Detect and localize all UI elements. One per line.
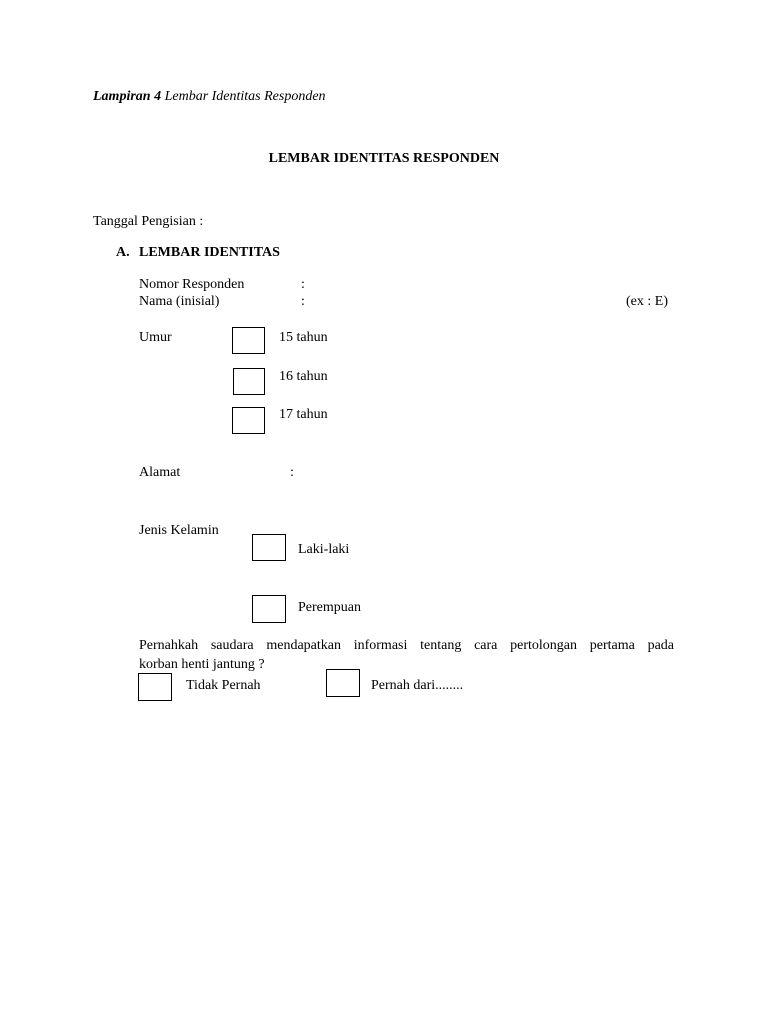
section-title: LEMBAR IDENTITAS [139,245,280,260]
umur-15-label: 15 tahun [279,330,328,345]
laki-laki-label: Laki-laki [298,542,350,557]
tidak-pernah-label: Tidak Pernah [186,678,261,693]
umur-17-label: 17 tahun [279,407,328,422]
alamat-colon: : [290,465,294,480]
jenis-kelamin-label: Jenis Kelamin [139,523,219,538]
pernah-dari-checkbox[interactable] [326,669,360,697]
laki-laki-checkbox[interactable] [252,534,286,561]
nomor-responden-label: Nomor Responden [139,277,245,292]
umur-16-checkbox[interactable] [233,368,265,395]
appendix-header [93,88,326,105]
nama-inisial-colon: : [301,294,305,309]
question-line-2: korban henti jantung ? [139,657,265,672]
perempuan-label: Perempuan [298,600,361,615]
perempuan-checkbox[interactable] [252,595,286,623]
umur-label: Umur [139,330,172,345]
page-title: LEMBAR IDENTITAS RESPONDEN [268,151,500,166]
umur-15-checkbox[interactable] [232,327,265,354]
nama-inisial-hint: (ex : E) [626,294,668,309]
pernah-dari-label: Pernah dari........ [371,678,464,693]
nama-inisial-label: Nama (inisial) [139,294,220,309]
umur-16-label: 16 tahun [279,369,328,384]
tanggal-pengisian-label: Tanggal Pengisian : [93,214,204,229]
question-line-1: Pernahkah saudara mendapatkan informasi tentang cara pertolongan pertama pada [139,638,674,653]
umur-17-checkbox[interactable] [232,407,265,434]
appendix-number: Lampiran 4 [93,89,162,104]
alamat-label: Alamat [139,465,181,480]
section-letter: A. [116,245,130,260]
appendix-title: Lembar Identitas Responden [164,89,326,104]
tidak-pernah-checkbox[interactable] [138,673,172,701]
nomor-responden-colon: : [301,277,305,292]
